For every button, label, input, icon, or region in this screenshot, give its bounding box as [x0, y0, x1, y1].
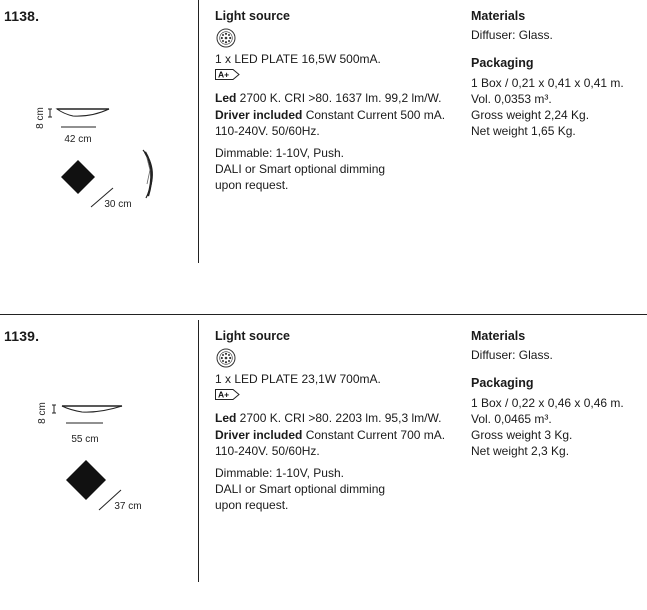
net-weight-text: Net weight 2,3 Kg.	[471, 444, 570, 459]
product-dimension-drawing	[0, 320, 198, 610]
driver-line	[215, 427, 460, 443]
materials-packaging-column	[471, 8, 641, 139]
product-1139-section	[0, 320, 647, 610]
volume-text: Vol. 0,0353 m³.	[471, 91, 552, 106]
volume-text: Vol. 0,0465 m³.	[471, 411, 552, 426]
light-source-column	[215, 328, 460, 514]
led-plate-icon	[215, 27, 460, 49]
box-text: 1 Box / 0,22 x 0,46 x 0,46 m.	[471, 395, 624, 410]
energy-class-badge	[215, 68, 240, 79]
height-label: 8 cm	[35, 107, 46, 129]
led-plate-icon	[215, 347, 460, 369]
light-source-heading: Light source	[215, 9, 291, 23]
light-source-heading: Light source	[215, 329, 291, 343]
led-text: 2700 K. CRI >80. 1637 lm. 99,2 lm/W.	[236, 91, 442, 106]
energy-class-badge	[215, 388, 240, 399]
product-code: 1138.	[4, 8, 40, 24]
product-1138-section	[0, 0, 647, 290]
column-divider	[198, 320, 199, 582]
width-label: 55 cm	[71, 434, 99, 445]
product-dimension-drawing	[0, 0, 198, 290]
dali-text: DALI or Smart optional dimming	[215, 162, 386, 177]
driver-line	[215, 107, 460, 123]
led-line	[215, 410, 460, 426]
led-label: Led	[215, 411, 237, 426]
driver-label: Driver included	[215, 107, 303, 122]
product-code: 1139.	[4, 328, 40, 344]
packaging-heading: Packaging	[471, 376, 534, 391]
light-source-column	[215, 8, 460, 194]
packaging-heading: Packaging	[471, 56, 534, 71]
voltage-text: 110-240V. 50/60Hz.	[215, 123, 320, 138]
section-divider	[0, 314, 647, 315]
driver-text: Constant Current 700 mA.	[302, 427, 446, 442]
lamp-spec: 1 x LED PLATE 23,1W 700mA.	[215, 372, 381, 387]
gross-weight-text: Gross weight 2,24 Kg.	[471, 108, 590, 123]
gross-weight-text: Gross weight 3 Kg.	[471, 428, 573, 443]
dimmable-text: Dimmable: 1-10V, Push.	[215, 466, 344, 481]
diffuser-text: Diffuser: Glass.	[471, 28, 553, 43]
net-weight-text: Net weight 1,65 Kg.	[471, 124, 576, 139]
diag-label: 37 cm	[114, 501, 142, 512]
width-label: 42 cm	[64, 134, 92, 145]
energy-class-text: A+	[218, 70, 230, 81]
energy-class-text: A+	[218, 390, 230, 401]
led-line	[215, 90, 460, 106]
dimmable-text: Dimmable: 1-10V, Push.	[215, 146, 344, 161]
dali-text: DALI or Smart optional dimming	[215, 482, 386, 497]
materials-packaging-column	[471, 328, 641, 459]
diag-label: 30 cm	[104, 199, 132, 210]
driver-text: Constant Current 500 mA.	[302, 107, 446, 122]
driver-label: Driver included	[215, 427, 303, 442]
diffuser-text: Diffuser: Glass.	[471, 348, 553, 363]
led-text: 2700 K. CRI >80. 2203 lm. 95,3 lm/W.	[236, 411, 442, 426]
lamp-spec: 1 x LED PLATE 16,5W 500mA.	[215, 52, 381, 67]
box-text: 1 Box / 0,21 x 0,41 x 0,41 m.	[471, 75, 624, 90]
height-label: 8 cm	[37, 402, 48, 424]
column-divider	[198, 0, 199, 263]
voltage-text: 110-240V. 50/60Hz.	[215, 443, 320, 458]
materials-heading: Materials	[471, 9, 526, 23]
materials-heading: Materials	[471, 329, 526, 343]
led-label: Led	[215, 91, 237, 106]
request-text: upon request.	[215, 498, 289, 513]
request-text: upon request.	[215, 178, 289, 193]
